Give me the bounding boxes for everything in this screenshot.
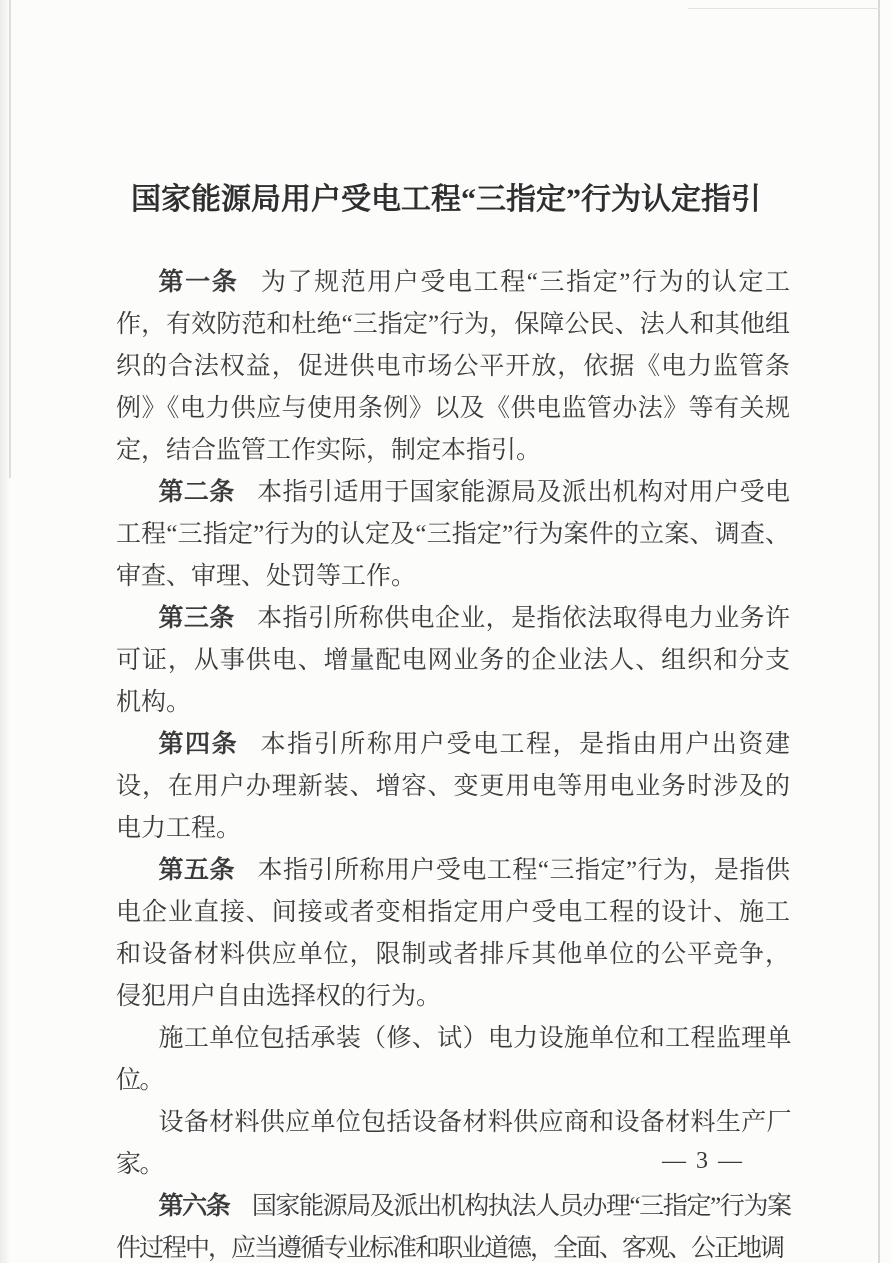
- article-text: 本指引适用于国家能源局及派出机构对用户受电工程“三指定”行为的认定及“三指定”行为案件的立案、调查、审查、审理、处罚等工作。: [116, 479, 790, 590]
- article-number: 第二条: [158, 479, 235, 506]
- article-text: 国家能源局及派出机构执法人员办理“三指定”行为案件过程中，应当遵循专业标准和职业道德，全面、客观、公正地调: [116, 1193, 790, 1262]
- article-text: 施工单位包括承装（修、试）电力设施单位和工程监理单位。: [116, 1025, 790, 1094]
- document-body: [116, 262, 790, 1263]
- article-number: 第四条: [158, 731, 239, 758]
- article-number: 第五条: [158, 857, 235, 884]
- article-paragraph-8: [116, 1186, 790, 1263]
- document-title: 国家能源局用户受电工程“三指定”行为认定指引: [131, 183, 761, 216]
- article-paragraph-5: [116, 850, 790, 1018]
- scan-edge-right-line: [878, 0, 880, 1263]
- article-text: 本指引所称供电企业，是指依法取得电力业务许可证，从事供电、增量配电网业务的企业法人、组织和分支机构。: [116, 605, 790, 716]
- article-text: 设备材料供应单位包括设备材料供应商和设备材料生产厂家。: [116, 1109, 790, 1178]
- article-paragraph-3: [116, 598, 790, 724]
- scan-edge-left-line: [9, 0, 11, 478]
- page-number: — 3 —: [662, 1148, 744, 1174]
- article-number: 第六条: [158, 1193, 230, 1220]
- article-paragraph-4: [116, 724, 790, 850]
- article-number: 第一条: [158, 269, 239, 296]
- article-text: 为了规范用户受电工程“三指定”行为的认定工作，有效防范和杜绝“三指定”行为，保障公民、法人和其他组织的合法权益，促进供电市场公平开放，依据《电力监管条例》《电力供应与使用条例》以及《供电监管办法》等有关规定，结合监管工作实际，制定本指引。: [116, 269, 790, 464]
- article-paragraph-6: [116, 1018, 790, 1102]
- article-text: 本指引所称用户受电工程“三指定”行为，是指供电企业直接、间接或者变相指定用户受电工程的设计、施工和设备材料供应单位，限制或者排斥其他单位的公平竞争，侵犯用户自由选择权的行为。: [116, 857, 790, 1010]
- scan-edge-top-line: [688, 8, 880, 9]
- article-paragraph-2: [116, 472, 790, 598]
- article-number: 第三条: [158, 605, 235, 632]
- article-text: 本指引所称用户受电工程，是指由用户出资建设，在用户办理新装、增容、变更用电等用电业务时涉及的电力工程。: [116, 731, 790, 842]
- article-paragraph-1: [116, 262, 790, 472]
